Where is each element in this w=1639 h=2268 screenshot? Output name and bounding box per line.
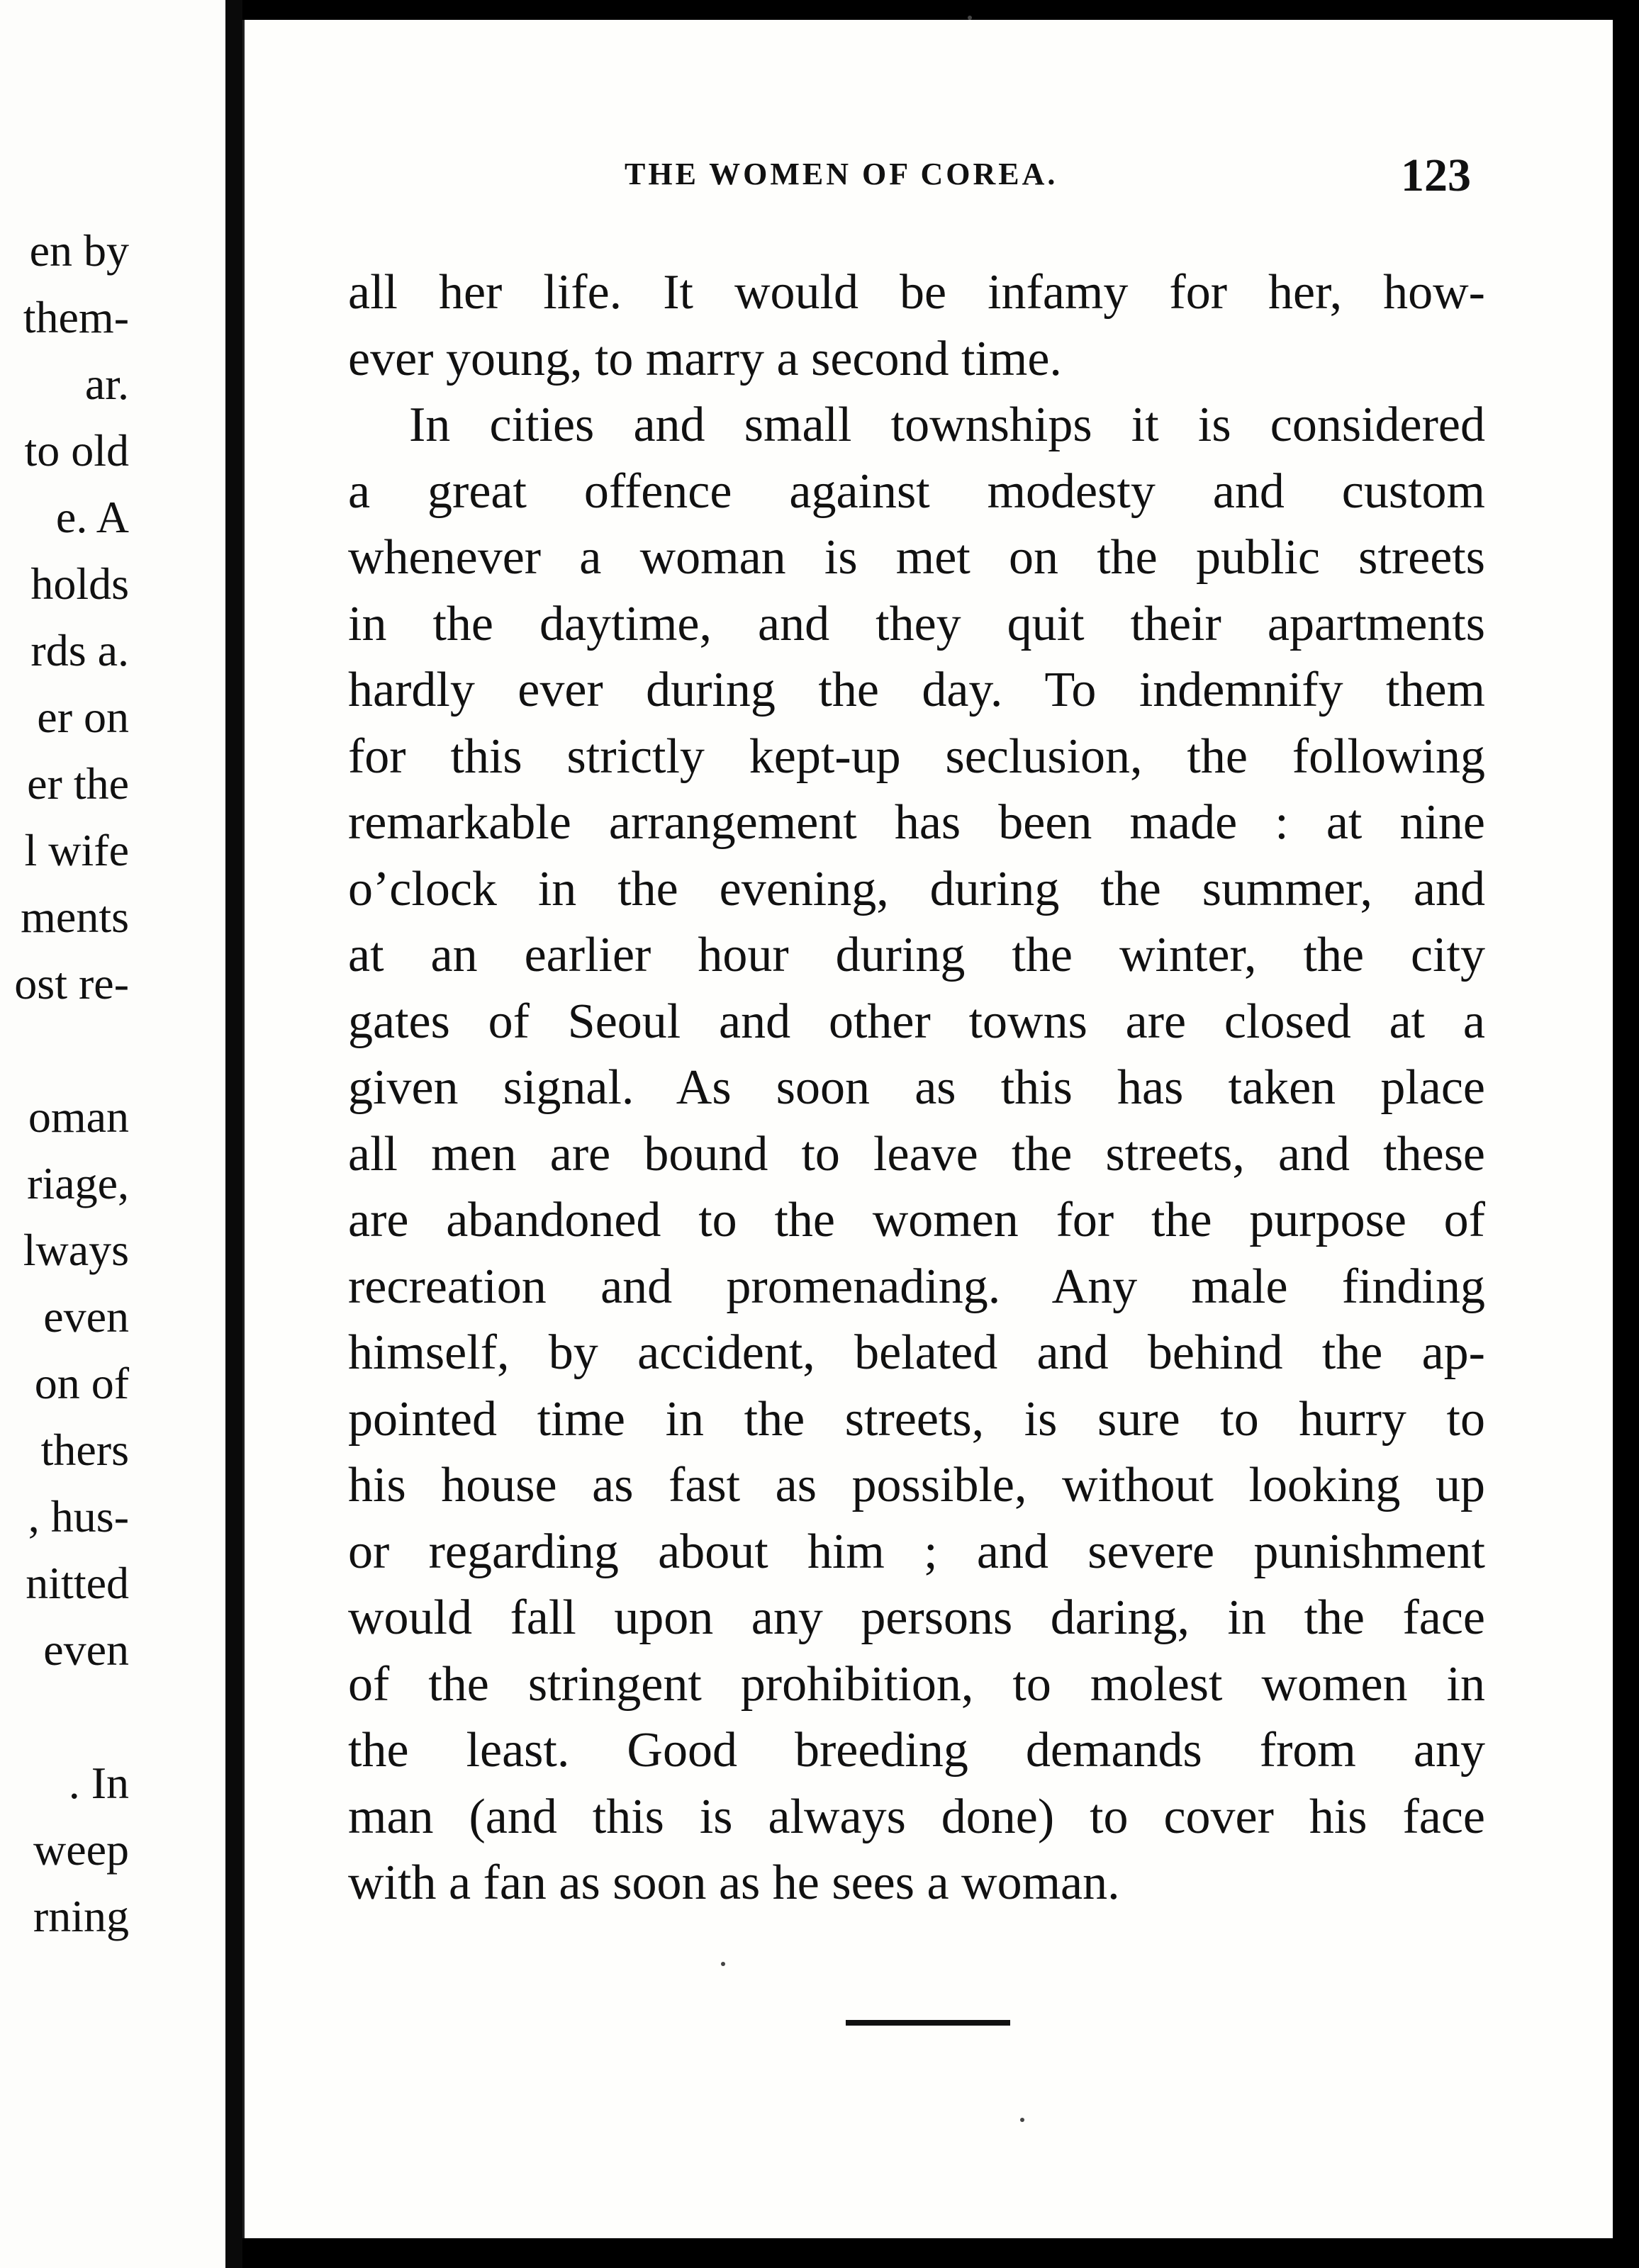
left-page-line: oman (28, 1091, 129, 1142)
left-page-line: on of (34, 1358, 129, 1408)
left-page-line: to old (24, 425, 129, 476)
body-line: for this strictly kept-up seclusion, the following (348, 729, 1485, 784)
body-line: given signal. As soon as this has taken place (348, 1060, 1485, 1115)
body-line: are abandoned to the women for the purpose of (348, 1193, 1485, 1247)
left-page-line: ments (21, 892, 129, 942)
body-text (348, 259, 1485, 1916)
page-number: 123 (1401, 150, 1471, 201)
body-line: all men are bound to leave the streets, and these (348, 1126, 1485, 1181)
left-page-line: riage, (27, 1158, 129, 1208)
left-page-line: ost re- (14, 958, 129, 1009)
body-line: ever young, to marry a second time. (348, 331, 1062, 386)
body-line: o’clock in the evening, during the summer, and (348, 861, 1485, 916)
left-page-line: . In (68, 1758, 129, 1808)
body-line: the least. Good breeding demands from any (348, 1723, 1485, 1778)
left-page-line: rning (33, 1891, 129, 1941)
body-line: with a fan as soon as he sees a woman. (348, 1856, 1120, 1910)
left-page-line: lways (23, 1225, 129, 1275)
body-line: or regarding about him ; and severe punishment (348, 1524, 1485, 1579)
body-line: pointed time in the streets, is sure to hurry to (348, 1391, 1485, 1447)
left-page-line: nitted (26, 1558, 129, 1608)
body-line: of the stringent prohibition, to molest women in (348, 1656, 1485, 1712)
body-line: remarkable arrangement has been made : at nine (348, 795, 1485, 850)
body-line: himself, by accident, belated and behind the ap- (348, 1325, 1485, 1380)
left-page-line: l wife (24, 825, 129, 875)
left-page-line: er the (27, 758, 129, 809)
running-head: THE WOMEN OF COREA. (625, 157, 1058, 191)
left-page-line: ar. (84, 359, 129, 409)
left-page-line: even (43, 1291, 129, 1342)
body-line: recreation and promenading. Any male finding (348, 1259, 1485, 1314)
body-line: would fall upon any persons daring, in the face (348, 1590, 1485, 1645)
paper-speck (1020, 2118, 1024, 2122)
body-line: whenever a woman is met on the public streets (348, 530, 1485, 585)
body-line: in the daytime, and they quit their apartments (348, 596, 1485, 651)
left-page (0, 0, 225, 2268)
left-page-line: even (43, 1624, 129, 1675)
right-page (242, 20, 1613, 2238)
body-line: at an earlier hour during the winter, the city (348, 928, 1485, 982)
left-page-line: rds a. (30, 625, 129, 675)
paper-speck (721, 1962, 725, 1966)
paper-speck (968, 16, 972, 20)
body-line: man (and this is always done) to cover his face (348, 1789, 1485, 1844)
book-gutter (225, 0, 242, 2268)
left-page-line: weep (33, 1824, 129, 1875)
body-line: a great offence against modesty and custom (348, 464, 1485, 519)
left-page-line: e. A (55, 492, 129, 542)
left-page-line: er on (37, 692, 129, 742)
left-page-line: , hus- (28, 1491, 129, 1542)
body-line: hardly ever during the day. To indemnify them (348, 663, 1485, 717)
left-page-line: them- (23, 292, 129, 342)
body-line: gates of Seoul and other towns are closed at a (348, 994, 1485, 1049)
section-end-rule (846, 2020, 1010, 2026)
body-line: all her life. It would be infamy for her, how- (348, 265, 1485, 320)
left-page-line: holds (30, 558, 129, 609)
body-line: his house as fast as possible, without looking up (348, 1458, 1485, 1512)
body-line: In cities and small townships it is considered (409, 398, 1485, 452)
left-page-line: en by (29, 225, 129, 276)
left-page-line: thers (40, 1425, 129, 1475)
